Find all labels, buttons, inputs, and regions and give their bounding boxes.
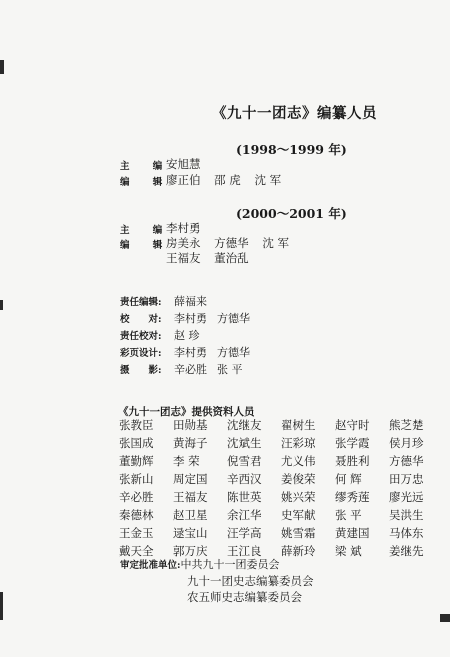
responsibility-label: 责任校对: bbox=[120, 331, 162, 342]
review-unit: 农五师史志编纂委员会 bbox=[187, 590, 302, 604]
period-2-row bbox=[120, 220, 211, 236]
names-list bbox=[174, 329, 210, 342]
provider-name: 尤义伟 bbox=[281, 454, 316, 468]
provider-name: 田万忠 bbox=[389, 472, 424, 486]
role-label: 编 辑 bbox=[120, 177, 173, 188]
period-1-row bbox=[120, 156, 211, 172]
provider-name: 辛必胜 bbox=[119, 490, 154, 504]
provider-name: 余江华 bbox=[227, 508, 262, 522]
names-list bbox=[166, 235, 299, 251]
provider-name: 逯宝山 bbox=[173, 526, 208, 540]
person-name: 廖正伯 bbox=[166, 173, 201, 187]
provider-name: 侯月珍 bbox=[389, 436, 424, 450]
scan-edge-mark bbox=[0, 592, 3, 620]
responsibility-row bbox=[120, 361, 253, 377]
provider-name: 田勋基 bbox=[173, 418, 208, 432]
provider-name: 何 辉 bbox=[335, 472, 362, 486]
provider-name: 张国成 bbox=[119, 436, 154, 450]
responsibility-row bbox=[120, 344, 260, 360]
provider-name: 董勤辉 bbox=[119, 454, 154, 468]
page-title: 《九十一团志》编纂人员 bbox=[212, 105, 377, 122]
provider-name: 李 荣 bbox=[173, 454, 200, 468]
person-name: 王福友 bbox=[166, 251, 201, 265]
provider-name: 辛西汉 bbox=[227, 472, 262, 486]
responsibility-label: 责任编辑: bbox=[120, 297, 162, 308]
responsibility-label: 摄 影: bbox=[120, 365, 162, 376]
providers-title: 《九十一团志》提供资料人员 bbox=[118, 406, 255, 418]
provider-name: 周定国 bbox=[173, 472, 208, 486]
review-unit: 九十一团史志编纂委员会 bbox=[187, 574, 314, 588]
provider-name: 缪秀莲 bbox=[335, 490, 370, 504]
person-name: 薛福来 bbox=[174, 295, 207, 308]
person-name: 张 平 bbox=[217, 363, 243, 376]
period-2-label: (2000～2001 年) bbox=[236, 206, 347, 221]
scan-edge-mark bbox=[0, 60, 4, 74]
names-list bbox=[166, 172, 291, 188]
provider-name: 张新山 bbox=[119, 472, 154, 486]
names-list bbox=[166, 250, 259, 266]
period-2-row bbox=[120, 250, 259, 266]
person-name: 邵 虎 bbox=[214, 173, 241, 187]
review-label: 审定批准单位: bbox=[120, 560, 181, 571]
provider-name: 方德华 bbox=[389, 454, 424, 468]
provider-name: 姜俊荣 bbox=[281, 472, 316, 486]
period-2-row bbox=[120, 235, 299, 251]
provider-name: 戴天全 bbox=[119, 544, 154, 558]
person-name: 安旭慧 bbox=[166, 157, 201, 171]
provider-name: 郭万庆 bbox=[173, 544, 208, 558]
provider-name: 姜继先 bbox=[389, 544, 424, 558]
responsibility-row bbox=[120, 293, 217, 309]
person-name: 方德华 bbox=[217, 312, 250, 325]
provider-name: 倪雪君 bbox=[227, 454, 262, 468]
role-label bbox=[120, 250, 166, 266]
names-list bbox=[166, 156, 211, 172]
providers-grid bbox=[119, 418, 429, 558]
provider-name: 聂胜利 bbox=[335, 454, 370, 468]
scan-edge-mark bbox=[0, 300, 3, 310]
provider-name: 汪彩琼 bbox=[281, 436, 316, 450]
responsibility-row bbox=[120, 310, 260, 326]
provider-name: 薛新玲 bbox=[281, 544, 316, 558]
provider-name: 王江良 bbox=[227, 544, 262, 558]
names-list bbox=[174, 312, 260, 325]
provider-name: 沈继友 bbox=[227, 418, 262, 432]
review-row bbox=[120, 556, 280, 572]
person-name: 李村勇 bbox=[174, 312, 207, 325]
responsibility-row bbox=[120, 327, 210, 343]
person-name: 赵 珍 bbox=[174, 329, 200, 342]
provider-name: 张学霞 bbox=[335, 436, 370, 450]
person-name: 李村勇 bbox=[166, 221, 201, 235]
responsibility-label: 校 对: bbox=[120, 314, 162, 325]
provider-name: 汪学高 bbox=[227, 526, 262, 540]
provider-name: 翟树生 bbox=[281, 418, 316, 432]
person-name: 辛必胜 bbox=[174, 363, 207, 376]
role-label: 编 辑 bbox=[120, 240, 173, 251]
provider-name: 马体东 bbox=[389, 526, 424, 540]
role-label: 主 编 bbox=[120, 225, 173, 236]
provider-name: 黄海子 bbox=[173, 436, 208, 450]
period-1-label: (1998～1999 年) bbox=[236, 142, 347, 157]
person-name: 方德华 bbox=[214, 236, 249, 250]
provider-name: 赵卫星 bbox=[173, 508, 208, 522]
names-list bbox=[166, 220, 211, 236]
responsibility-label: 彩页设计: bbox=[120, 348, 162, 359]
person-name: 李村勇 bbox=[174, 346, 207, 359]
person-name: 沈 军 bbox=[262, 236, 289, 250]
provider-name: 史军献 bbox=[281, 508, 316, 522]
names-list bbox=[174, 363, 253, 376]
names-list bbox=[174, 346, 260, 359]
provider-name: 姚雪霜 bbox=[281, 526, 316, 540]
provider-name: 梁 斌 bbox=[335, 544, 362, 558]
role-label: 主 编 bbox=[120, 161, 173, 172]
period-1-row bbox=[120, 172, 291, 188]
provider-name: 赵守时 bbox=[335, 418, 370, 432]
person-name: 沈 军 bbox=[254, 173, 282, 187]
person-name: 董治乱 bbox=[214, 251, 249, 265]
provider-name: 姚兴荣 bbox=[281, 490, 316, 504]
provider-name: 黄建国 bbox=[335, 526, 370, 540]
provider-name: 张 平 bbox=[335, 508, 362, 522]
provider-name: 廖光远 bbox=[389, 490, 424, 504]
person-name: 房美永 bbox=[166, 236, 201, 250]
provider-name: 熊芝楚 bbox=[389, 418, 424, 432]
scan-edge-mark bbox=[440, 614, 450, 622]
provider-name: 王福友 bbox=[173, 490, 208, 504]
provider-name: 王金玉 bbox=[119, 526, 154, 540]
provider-name: 陈世英 bbox=[227, 490, 262, 504]
provider-name: 秦德林 bbox=[119, 508, 154, 522]
provider-name: 沈斌生 bbox=[227, 436, 262, 450]
provider-name: 吴洪生 bbox=[389, 508, 424, 522]
review-unit: 中共九十一团委员会 bbox=[180, 558, 280, 571]
names-list bbox=[174, 295, 217, 308]
provider-name: 张教臣 bbox=[119, 418, 154, 432]
person-name: 方德华 bbox=[217, 346, 250, 359]
